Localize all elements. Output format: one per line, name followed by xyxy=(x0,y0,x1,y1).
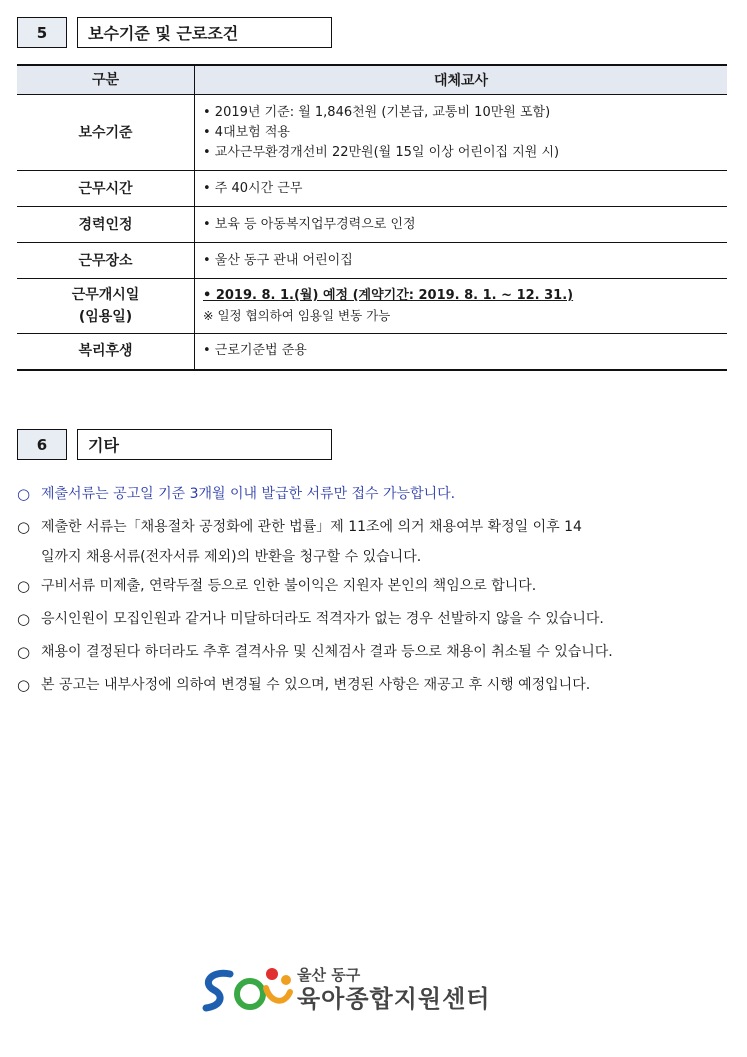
table-header-row xyxy=(17,65,727,95)
section-title: 기타 xyxy=(77,429,332,460)
column-header-category: 구분 xyxy=(17,65,195,95)
circle-bullet-icon: ○ xyxy=(17,485,31,503)
row-label: 경력인정 xyxy=(17,207,195,243)
row-label: 근무장소 xyxy=(17,243,195,279)
row-value xyxy=(195,243,728,279)
start-date-note: ※ 일정 협의하여 임용일 변동 가능 xyxy=(203,308,391,323)
start-date-line: • 2019. 8. 1.(월) 예정 (계약기간: 2019. 8. 1. ~ 12. 31.) xyxy=(203,288,574,303)
circle-bullet-icon: ○ xyxy=(17,577,31,595)
note-text: 본 공고는 내부사정에 의하여 변경될 수 있으며, 변경된 사항은 재공고 후 시행 예정입니다. xyxy=(41,677,591,693)
list-item xyxy=(17,636,727,669)
value-line: • 4대보험 적용 xyxy=(203,124,290,140)
section-number: 6 xyxy=(17,429,67,460)
row-value xyxy=(195,279,728,334)
logo-mark-icon xyxy=(200,962,295,1020)
row-value xyxy=(195,95,728,171)
value-line: • 울산 동구 관내 어린이집 xyxy=(203,252,353,268)
row-label: 보수기준 xyxy=(17,95,195,171)
row-value xyxy=(195,171,728,207)
notes-list xyxy=(17,478,727,702)
note-text: 구비서류 미제출, 연락두절 등으로 인한 불이익은 지원자 본인의 책임으로 합니다. xyxy=(41,578,537,594)
table-row xyxy=(17,171,727,207)
row-value xyxy=(195,334,728,370)
section-number: 5 xyxy=(17,17,67,48)
center-logo xyxy=(200,962,520,1022)
logo-text xyxy=(297,964,490,1013)
column-header-value: 대체교사 xyxy=(195,65,728,95)
row-label-line: 근무개시일 xyxy=(71,287,140,303)
list-item xyxy=(17,603,727,636)
row-value xyxy=(195,207,728,243)
row-label: 복리후생 xyxy=(17,334,195,370)
circle-bullet-icon: ○ xyxy=(17,643,31,661)
row-label-line: (임용일) xyxy=(78,309,133,325)
value-line: • 교사근무환경개선비 22만원(월 15일 이상 어린이집 지원 시) xyxy=(203,144,560,160)
table-row xyxy=(17,243,727,279)
value-line: • 보육 등 아동복지업무경력으로 인정 xyxy=(203,216,416,232)
list-item xyxy=(17,669,727,702)
list-item xyxy=(17,478,727,511)
list-item xyxy=(17,511,727,544)
circle-bullet-icon: ○ xyxy=(17,610,31,628)
table-row xyxy=(17,334,727,370)
list-item xyxy=(17,570,727,603)
table-row xyxy=(17,207,727,243)
note-text: 제출한 서류는「채용절차 공정화에 관한 법률」제 11조에 의거 채용여부 확정일 이후 14 xyxy=(41,519,582,535)
note-text: 채용이 결정된다 하더라도 추후 결격사유 및 신체검사 결과 등으로 채용이 취소될 수 있습니다. xyxy=(41,644,613,660)
value-line: • 주 40시간 근무 xyxy=(203,180,303,196)
section-5-header xyxy=(17,17,332,50)
logo-title: 육아종합지원센터 xyxy=(297,985,491,1013)
circle-bullet-icon: ○ xyxy=(17,518,31,536)
row-label xyxy=(17,279,195,334)
row-label: 근무시간 xyxy=(17,171,195,207)
table-row xyxy=(17,279,727,334)
circle-bullet-icon: ○ xyxy=(17,676,31,694)
table-row xyxy=(17,95,727,171)
value-line: • 근로기준법 준용 xyxy=(203,343,307,359)
logo-subtitle: 울산 동구 xyxy=(297,966,361,984)
note-text: 응시인원이 모집인원과 같거나 미달하더라도 적격자가 없는 경우 선발하지 않을 수 있습니다. xyxy=(41,611,604,627)
conditions-table xyxy=(17,64,727,371)
value-line: • 2019년 기준: 월 1,846천원 (기본급, 교통비 10만원 포함) xyxy=(203,104,551,120)
note-text: 제출서류는 공고일 기준 3개월 이내 발급한 서류만 접수 가능합니다. xyxy=(41,486,456,502)
section-6-header xyxy=(17,429,332,462)
section-title: 보수기준 및 근로조건 xyxy=(77,17,332,48)
note-continuation: 일까지 채용서류(전자서류 제외)의 반환을 청구할 수 있습니다. xyxy=(41,549,422,565)
